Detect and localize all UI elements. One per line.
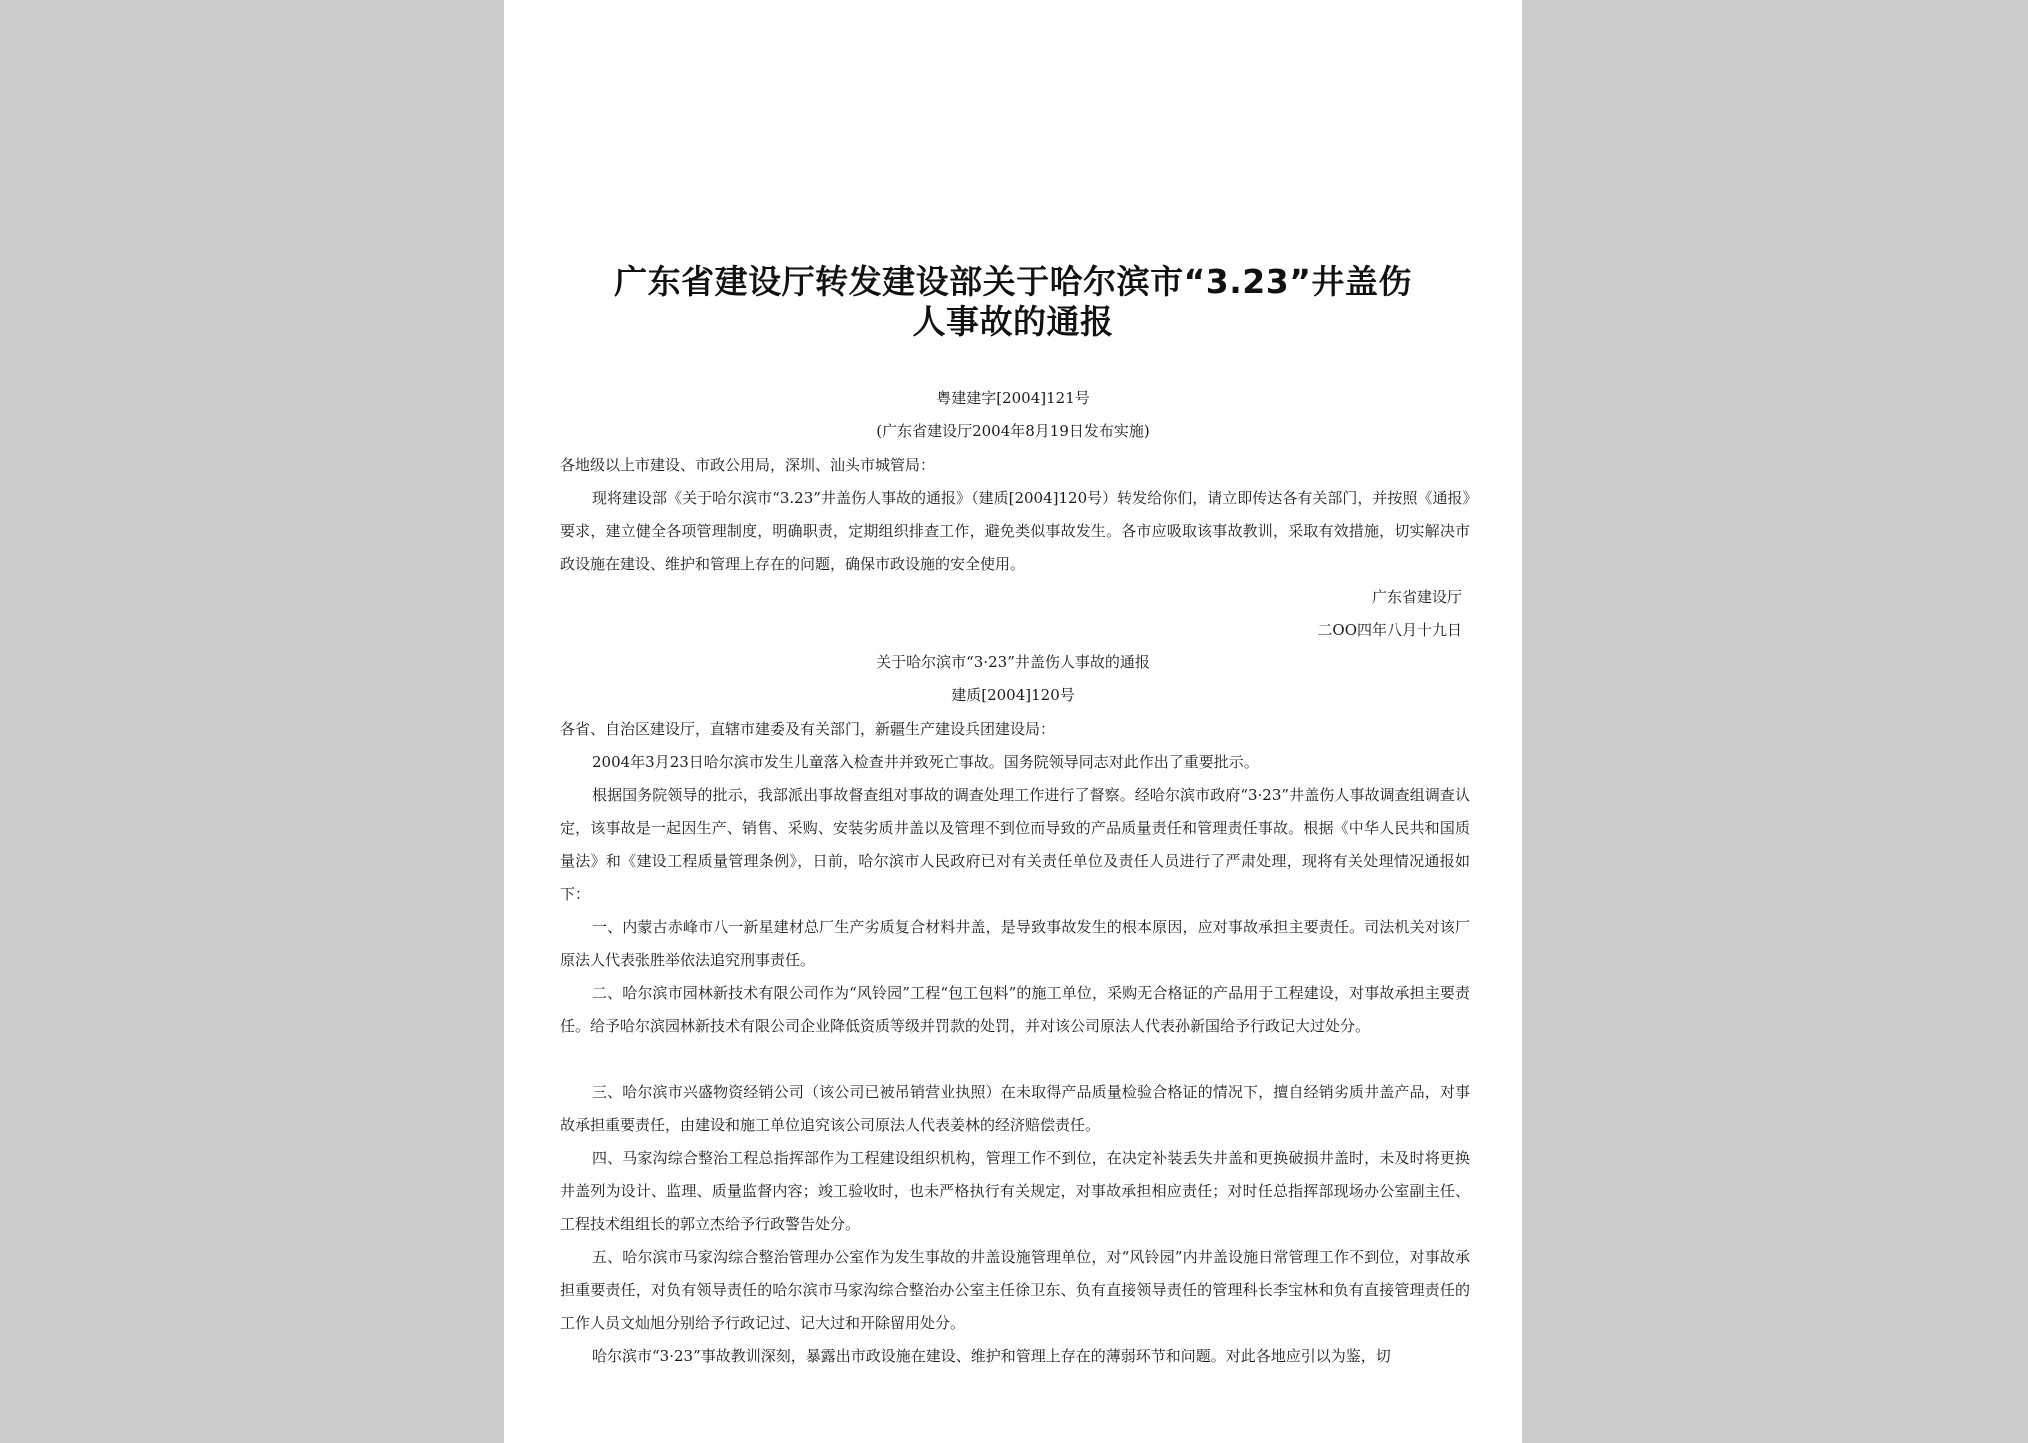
addressee: 各地级以上市建设、市政公用局，深圳、汕头市城管局： (560, 456, 936, 474)
signature-date: 二OO四年八月十九日 (1317, 621, 1462, 639)
paragraph-3: 一、内蒙古赤峰市八一新星建材总厂生产劣质复合材料井盖，是导致事故发生的根本原因，应对事故承担主要责任。司法机关对该厂原法人代表张胜举依法追究刑事责任。 (560, 918, 1470, 969)
paragraph-1: 2004年3月23日哈尔滨市发生儿童落入检查井并致死亡事故。国务院领导同志对此作出了重要批示。 (592, 753, 1259, 771)
paragraph-8: 哈尔滨市“3·23”事故教训深刻，暴露出市政设施在建设、维护和管理上存在的薄弱环节和问题。对此各地应引以为鉴，切 (592, 1347, 1391, 1365)
paragraph-5: 三、哈尔滨市兴盛物资经销公司（该公司已被吊销营业执照）在未取得产品质量检验合格证的情况下，擅自经销劣质井盖产品，对事故承担重要责任，由建设和施工单位追究该公司原法人代表姜林的经济赔偿责任。 (560, 1083, 1470, 1134)
paragraph-6: 四、马家沟综合整治工程总指挥部作为工程建设组织机构，管理工作不到位，在决定补装丢失井盖和更换破损井盖时，未及时将更换井盖列为设计、监理、质量监督内容；竣工验收时，也未严格执行有关规定，对事故承担相应责任；对时任总指挥部现场办公室副主任、工程技术组组长的郭立杰给予行政警告处分。 (560, 1149, 1470, 1233)
title-line-2: 人事故的通报 (912, 302, 1114, 341)
signature-org: 广东省建设厅 (1371, 588, 1462, 606)
body-paragraph: 现将建设部《关于哈尔滨市“3.23”井盖伤人事故的通报》（建质[2004]120号）转发给你们，请立即传达各有关部门，并按照《通报》要求，建立健全各项管理制度，明确职责，定期组织排查工作，避免类似事故发生。各市应吸取该事故教训，采取有效措施，切实解决市政设施在建设、维护和管理上存在的问题，确保市政设施的安全使用。 (560, 489, 1470, 573)
sub-addressee: 各省、自治区建设厅，直辖市建委及有关部门，新疆生产建设兵团建设局： (560, 720, 1056, 738)
issue-note: (广东省建设厅2004年8月19日发布实施) (876, 422, 1150, 440)
title-line-1: 广东省建设厅转发建设部关于哈尔滨市“3.23”井盖伤 (614, 262, 1412, 301)
paragraph-4: 二、哈尔滨市园林新技术有限公司作为“风铃园”工程“包工包料”的施工单位，采购无合格证的产品用于工程建设，对事故承担主要责任。给予哈尔滨园林新技术有限公司企业降低资质等级并罚款的处罚，并对该公司原法人代表孙新国给予行政记大过处分。 (560, 984, 1470, 1035)
paragraph-2: 根据国务院领导的批示，我部派出事故督查组对事故的调查处理工作进行了督察。经哈尔滨市政府“3·23”井盖伤人事故调查组调查认定，该事故是一起因生产、销售、采购、安装劣质井盖以及管理不到位而导致的产品质量责任和管理责任事故。根据《中华人民共和国质量法》和《建设工程质量管理条例》，日前，哈尔滨市人民政府已对有关责任单位及责任人员进行了严肃处理，现将有关处理情况通报如下： (560, 786, 1470, 903)
document-page (504, 0, 1522, 1443)
sub-title: 关于哈尔滨市“3·23”井盖伤人事故的通报 (876, 653, 1150, 671)
paragraph-7: 五、哈尔滨市马家沟综合整治管理办公室作为发生事故的井盖设施管理单位，对“风铃园”内井盖设施日常管理工作不到位，对事故承担重要责任，对负有领导责任的哈尔滨市马家沟综合整治办公室主任徐卫东、负有直接领导责任的管理科长李宝林和负有直接管理责任的工作人员文灿旭分别给予行政记过、记大过和开除留用处分。 (560, 1248, 1470, 1332)
document-title (564, 262, 1462, 342)
sub-doc-number: 建质[2004]120号 (951, 686, 1075, 704)
doc-number: 粤建建字[2004]121号 (936, 389, 1090, 407)
